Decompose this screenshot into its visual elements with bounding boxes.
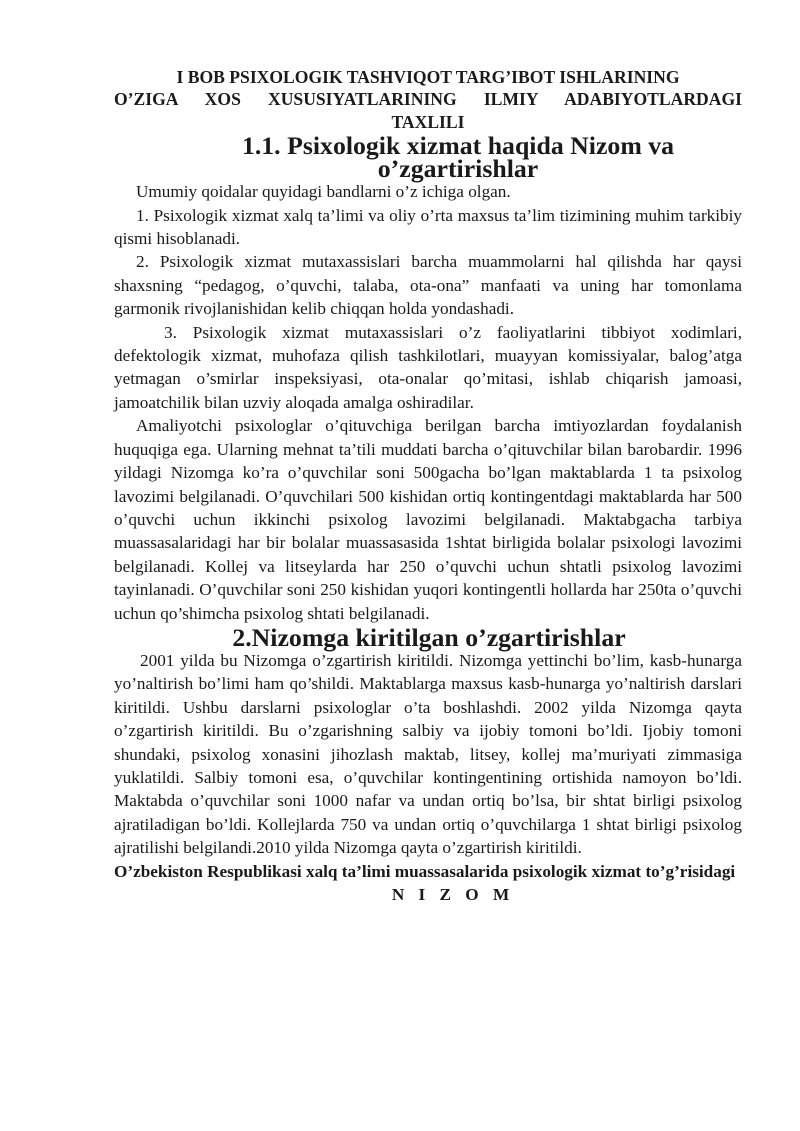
regulation-heading: O’zbekiston Respublikasi xalq ta’limi muassasalarida psixologik xizmat to’g’risidagi (114, 861, 736, 881)
paragraph-practitioners: Amaliyotchi psixologlar o’qituvchiga berilgan barcha imtiyozlardan foydalanish huquqiga ega. Ularning mehnat ta’tili muddati barcha o’qituvchilar bilan barobardir. 1996 yildagi Nizomga ko’ra o’quvchilar soni 500gacha bo’lgan maktablarda 1 ta psixolog lavozimi belgilanadi. O’quvchilari 500 kishidan ortiq kontingentdagi maktablarda har 500 o’quvchi uchun ikkinchi psixolog lavozimi belgilanadi. Maktabgacha tarbiya muassasalaridagi har bir bolalar muassasasida 1shtat birligida bolalar psixologi lavozimi belgilanadi. Kollej va litseylarda har 250 o’quvchi uchun shtatli psixolog lavozimi tayinlanadi. O’quvchilar soni 250 kishidan yuqori kontingentli hollarda har 250ta o’quvchi uchun qo’shimcha psixolog shtati belgilanadi. (114, 416, 742, 623)
paragraph-general-rules: Umumiy qoidalar quyidagi bandlarni o’z ichiga olgan. (136, 182, 511, 202)
chapter-title (114, 66, 742, 133)
paragraph-amendments: 2001 yilda bu Nizomga o’zgartirish kiritildi. Nizomga yettinchi bo’lim, kasb-hunarga yo’naltirish bo’limi ham qo’shildi. Maktablarga maxsus kasb-hunarga yo’naltirish darslari kiritildi. Ushbu darslarni psixologlar o’ta boshlashdi. 2002 yilda Nizomga qayta o’zgartirish kiritildi. Bu o’zgarishning salbiy va ijobiy tomoni bo’ldi. Ijobiy tomoni shundaki, psixolog xonasini jihozlash maktab, litsey, kollej ma’muriyati zimmasiga yuklatildi. Salbiy tomoni esa, o’quvchilar kontingentining ortishida namoyon bo’ldi. Maktabda o’quvchilar soni 1000 nafar va undan ortiq bo’lsa, bir shtat birligi psixolog ajratiladigan bo’ldi. Kollejlarda 750 va undan ortiq o’quvchilarga 1 shtat birligi psixolog ajratilishi belgilandi.2010 yilda Nizomga qayta o’zgartirish kiritildi. (114, 650, 742, 858)
paragraph-rule-1: 1. Psixologik xizmat xalq ta’limi va oliy o’rta maxsus ta’lim tizimining muhim tarkibiy qismi hisoblanadi. (114, 205, 742, 249)
section-1-title: 1.1. Psixologik xizmat haqida Nizom va o’zgartirishlar (241, 131, 675, 184)
chapter-title-line-2: O’ZIGA XOS XUSUSIYATLARINING ILMIY ADABIYOTLARDAGI (114, 89, 742, 110)
paragraph-rule-2: 2. Psixologik xizmat mutaxassislari barcha muammolarni hal qilishda har qaysi shaxsning “pedagog, o’quvchi, talaba, ota-ona” manfaati va uning har tomonlama garmonik rivojlanishidan kelib chiqqan holda yondashadi. (114, 252, 742, 319)
nizom-heading: N I Z O M (391, 885, 515, 904)
chapter-title-line-1: I BOB PSIXOLOGIK TASHVIQOT TARG’IBOT ISHLARINING (176, 67, 680, 87)
paragraph-rule-3: 3. Psixologik xizmat mutaxassislari o’z faoliyatlarini tibbiyot xodimlari, defektologik xizmat, muhofaza qilish tashkilotlari, muayyan komissiyalar, balog’atga yetmagan o’smirlar inspeksiyasi, ota-onalar qo’mitasi, ishlab chiqarish jamoasi, jamoatchilik bilan uzviy aloqada amalga oshiradilar. (114, 322, 742, 412)
chapter-title-line-3: TAXLILI (391, 111, 465, 132)
section-2-title: 2.Nizomga kiritilgan o’zgartirishlar (232, 622, 626, 652)
document-page (114, 66, 742, 906)
